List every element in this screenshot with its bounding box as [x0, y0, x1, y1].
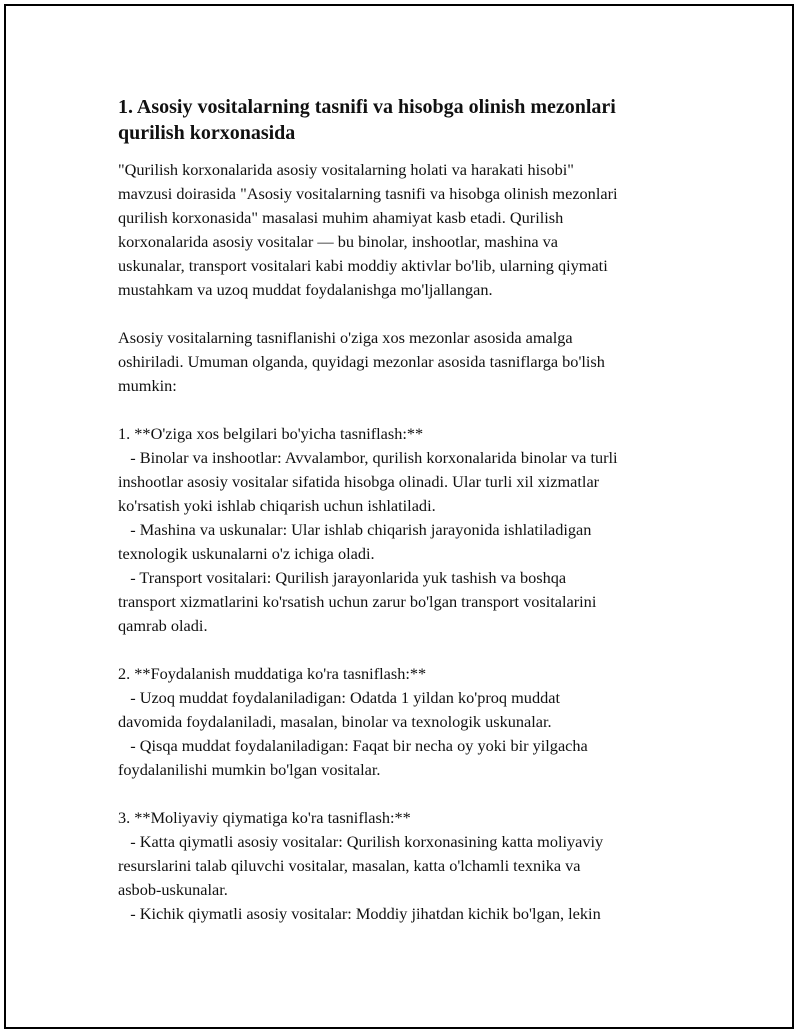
text-line: qamrab oladi. — [118, 616, 208, 635]
paragraph-gap — [118, 398, 698, 422]
text-line: mavzusi doirasida "Asosiy vositalarning tasnifi va hisobga olinish mezonlari — [118, 184, 618, 203]
text-line: korxonalarida asosiy vositalar — bu binolar, inshootlar, mashina va — [118, 232, 558, 251]
text-line: resurslarini talab qiluvchi vositalar, masalan, katta o'lchamli texnika va — [118, 856, 581, 875]
paragraph-gap — [118, 782, 698, 806]
text-line: - Binolar va inshootlar: Avvalambor, qurilish korxonalarida binolar va turli — [118, 448, 618, 467]
text-line: Asosiy vositalarning tasniflanishi o'ziga xos mezonlar asosida amalga — [118, 328, 573, 347]
text-line: 1. **O'ziga xos belgilari bo'yicha tasniflash:** — [118, 424, 424, 443]
text-line: texnologik uskunalarni o'z ichiga oladi. — [118, 544, 375, 563]
text-line: - Katta qiymatli asosiy vositalar: Qurilish korxonasining katta moliyaviy — [118, 832, 604, 851]
document-body — [118, 94, 698, 926]
text-line: qurilish korxonasida" masalasi muhim ahamiyat kasb etadi. Qurilish — [118, 208, 564, 227]
paragraph-gap — [118, 302, 698, 326]
text-line: uskunalar, transport vositalari kabi moddiy aktivlar bo'lib, ularning qiymati — [118, 256, 608, 275]
document-text — [118, 158, 698, 926]
text-line: 3. **Moliyaviy qiymatiga ko'ra tasniflash:** — [118, 808, 411, 827]
text-line: ko'rsatish yoki ishlab chiqarish uchun ishlatiladi. — [118, 496, 436, 515]
text-line: foydalanilishi mumkin bo'lgan vositalar. — [118, 760, 381, 779]
text-line: - Kichik qiymatli asosiy vositalar: Moddiy jihatdan kichik bo'lgan, lekin — [118, 904, 601, 923]
text-line: - Qisqa muddat foydalaniladigan: Faqat bir necha oy yoki bir yilgacha — [118, 736, 588, 755]
document-title: 1. Asosiy vositalarning tasnifi va hisobga olinish mezonlari qurilish korxonasida — [118, 96, 616, 144]
text-line: 2. **Foydalanish muddatiga ko'ra tasniflash:** — [118, 664, 427, 683]
paragraph-gap — [118, 638, 698, 662]
text-line: davomida foydalaniladi, masalan, binolar va texnologik uskunalar. — [118, 712, 552, 731]
text-line: transport xizmatlarini ko'rsatish uchun zarur bo'lgan transport vositalarini — [118, 592, 597, 611]
text-line: oshiriladi. Umuman olganda, quyidagi mezonlar asosida tasniflarga bo'lish — [118, 352, 605, 371]
text-line: "Qurilish korxonalarida asosiy vositalarning holati va harakati hisobi" — [118, 160, 574, 179]
text-line: - Uzoq muddat foydalaniladigan: Odatda 1 yildan ko'proq muddat — [118, 688, 560, 707]
text-line: inshootlar asosiy vositalar sifatida hisobga olinadi. Ular turli xil xizmatlar — [118, 472, 600, 491]
text-line: mumkin: — [118, 376, 177, 395]
text-line: mustahkam va uzoq muddat foydalanishga mo'ljallangan. — [118, 280, 493, 299]
text-line: - Mashina va uskunalar: Ular ishlab chiqarish jarayonida ishlatiladigan — [118, 520, 592, 539]
text-line: - Transport vositalari: Qurilish jarayonlarida yuk tashish va boshqa — [118, 568, 567, 587]
text-line: asbob-uskunalar. — [118, 880, 228, 899]
